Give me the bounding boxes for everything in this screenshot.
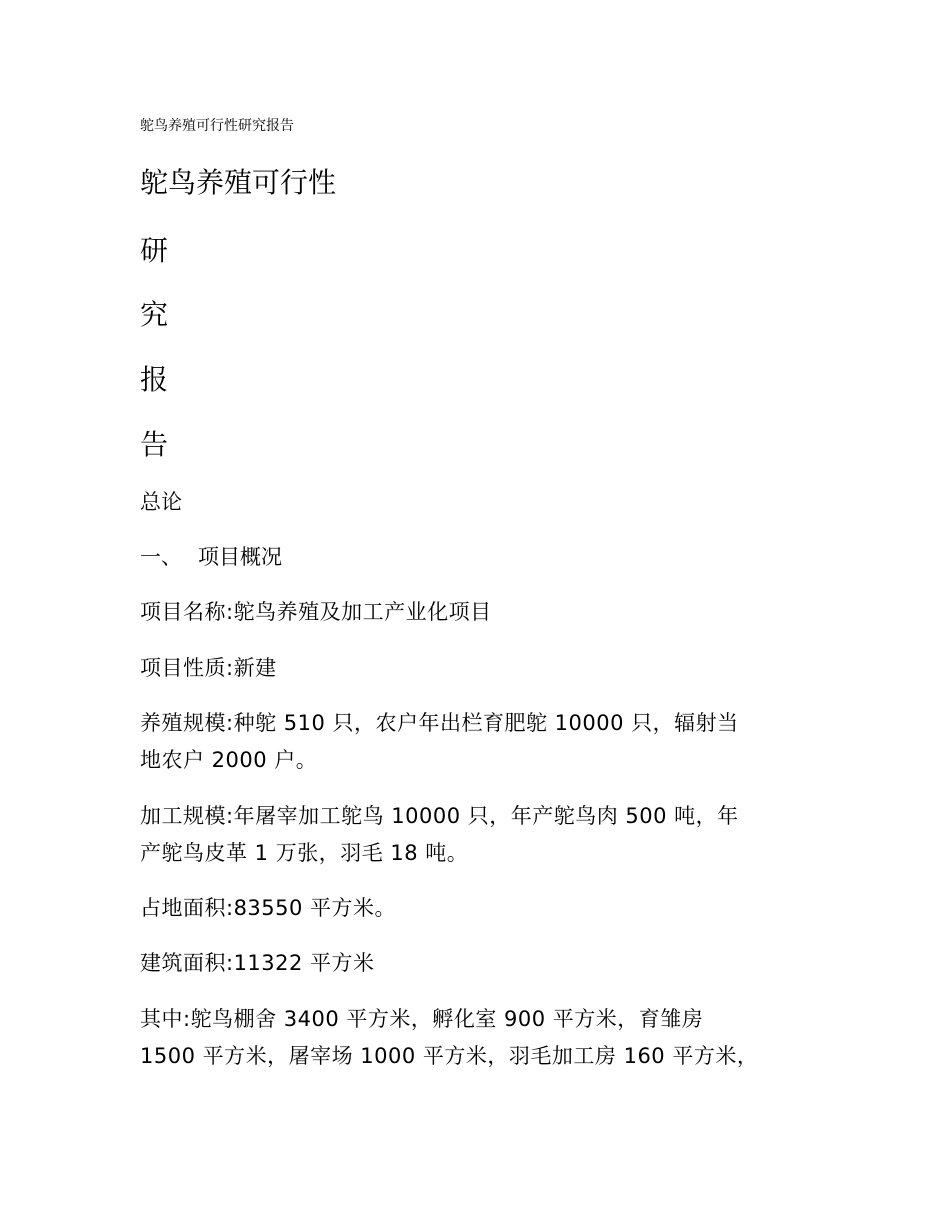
paragraph-line: 占地面积:83550 平方米。 bbox=[140, 896, 397, 920]
heading-project-overview bbox=[140, 542, 282, 572]
title-char: 研 bbox=[140, 234, 169, 267]
paragraph-line: 养殖规模:种鸵 510 只，农户年出栏育肥鸵 10000 只，辐射当 bbox=[140, 711, 739, 735]
paragraph-line: 项目名称:鸵鸟养殖及加工产业化项目 bbox=[140, 600, 492, 624]
paragraph-line: 其中:鸵鸟棚舍 3400 平方米，孵化室 900 平方米，育雏房 bbox=[140, 1007, 704, 1031]
heading-text: 项目概况 bbox=[198, 545, 282, 569]
paragraph-line: 1500 平方米，屠宰场 1000 平方米，羽毛加工房 160 平方米， bbox=[140, 1044, 759, 1068]
document-title: 鸵鸟养殖可行性 bbox=[140, 166, 337, 199]
paragraph-breakdown bbox=[140, 1001, 758, 1075]
paragraph-line: 产鸵鸟皮革 1 万张，羽毛 18 吨。 bbox=[140, 841, 469, 865]
title-char: 报 bbox=[140, 363, 169, 396]
heading-number: 一、 bbox=[140, 545, 182, 569]
paragraph-processing-scale bbox=[140, 798, 739, 872]
paragraph-breeding-scale bbox=[140, 705, 739, 779]
paragraph-building-area bbox=[140, 945, 375, 982]
paragraph-line: 加工规模:年屠宰加工鸵鸟 10000 只，年产鸵鸟肉 500 吨，年 bbox=[140, 804, 739, 828]
paragraph-project-nature bbox=[140, 650, 277, 687]
running-header: 鸵鸟养殖可行性研究报告 bbox=[140, 118, 294, 134]
paragraph-land-area bbox=[140, 890, 396, 927]
section-title: 总论 bbox=[140, 490, 182, 514]
paragraph-line: 建筑面积:11322 平方米 bbox=[140, 951, 375, 975]
title-char: 告 bbox=[140, 428, 169, 461]
title-char: 究 bbox=[140, 298, 169, 331]
paragraph-line: 项目性质:新建 bbox=[140, 656, 277, 680]
paragraph-line: 地农户 2000 户。 bbox=[140, 748, 318, 772]
paragraph-project-name bbox=[140, 594, 492, 631]
